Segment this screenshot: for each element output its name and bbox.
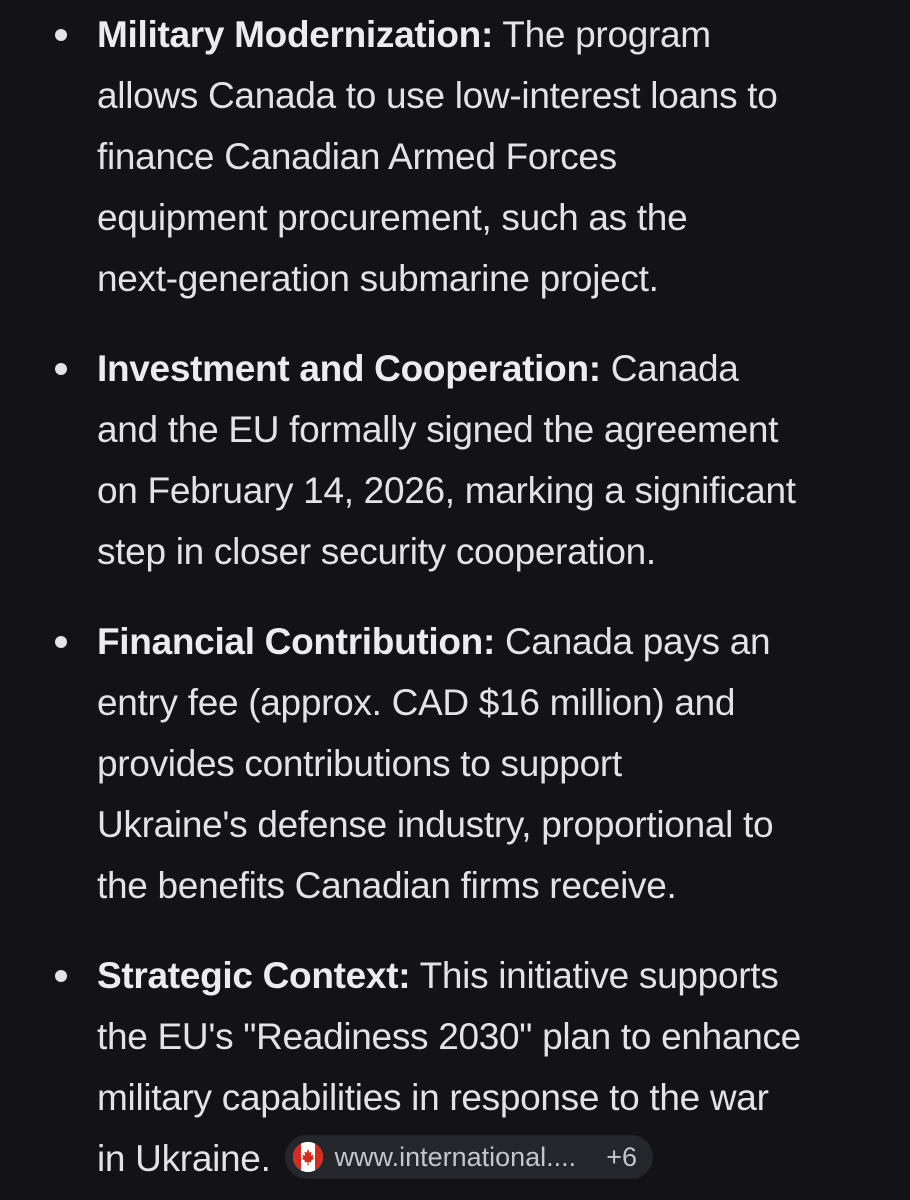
list-item-text: Strategic Context: This initiative supports the EU's "Readiness 2030" plan to enhance military capabilities in response to the war in Ukraine. www.international.... +6 (97, 955, 801, 1179)
item-heading: Strategic Context: (97, 955, 411, 996)
bullet-dot (55, 970, 67, 982)
list-item-text: Investment and Cooperation: Canada and the EU formally signed the agreement on February 14, 2026, marking a significant step in closer security cooperation. (97, 348, 796, 572)
source-chip[interactable] (285, 1135, 653, 1179)
item-heading: Financial Contribution: (97, 621, 496, 662)
list-item-text: Financial Contribution: Canada pays an entry fee (approx. CAD $16 million) and provides contributions to support Ukraine's defense industry, proportional to the benefits Canadian firms receive. (97, 621, 774, 906)
bullet-dot (55, 363, 67, 375)
source-count: +6 (606, 1142, 637, 1173)
source-url: www.international.... (334, 1142, 577, 1173)
canada-flag-icon (293, 1142, 323, 1172)
bullet-dot (55, 29, 67, 41)
bullet-dot (55, 636, 67, 648)
item-heading: Military Modernization: (97, 14, 493, 55)
list-item-text: Military Modernization: The program allows Canada to use low-interest loans to finance Canadian Armed Forces equipment procurement, such as the next-generation submarine project. (97, 14, 778, 299)
item-heading: Investment and Cooperation: (97, 348, 601, 389)
